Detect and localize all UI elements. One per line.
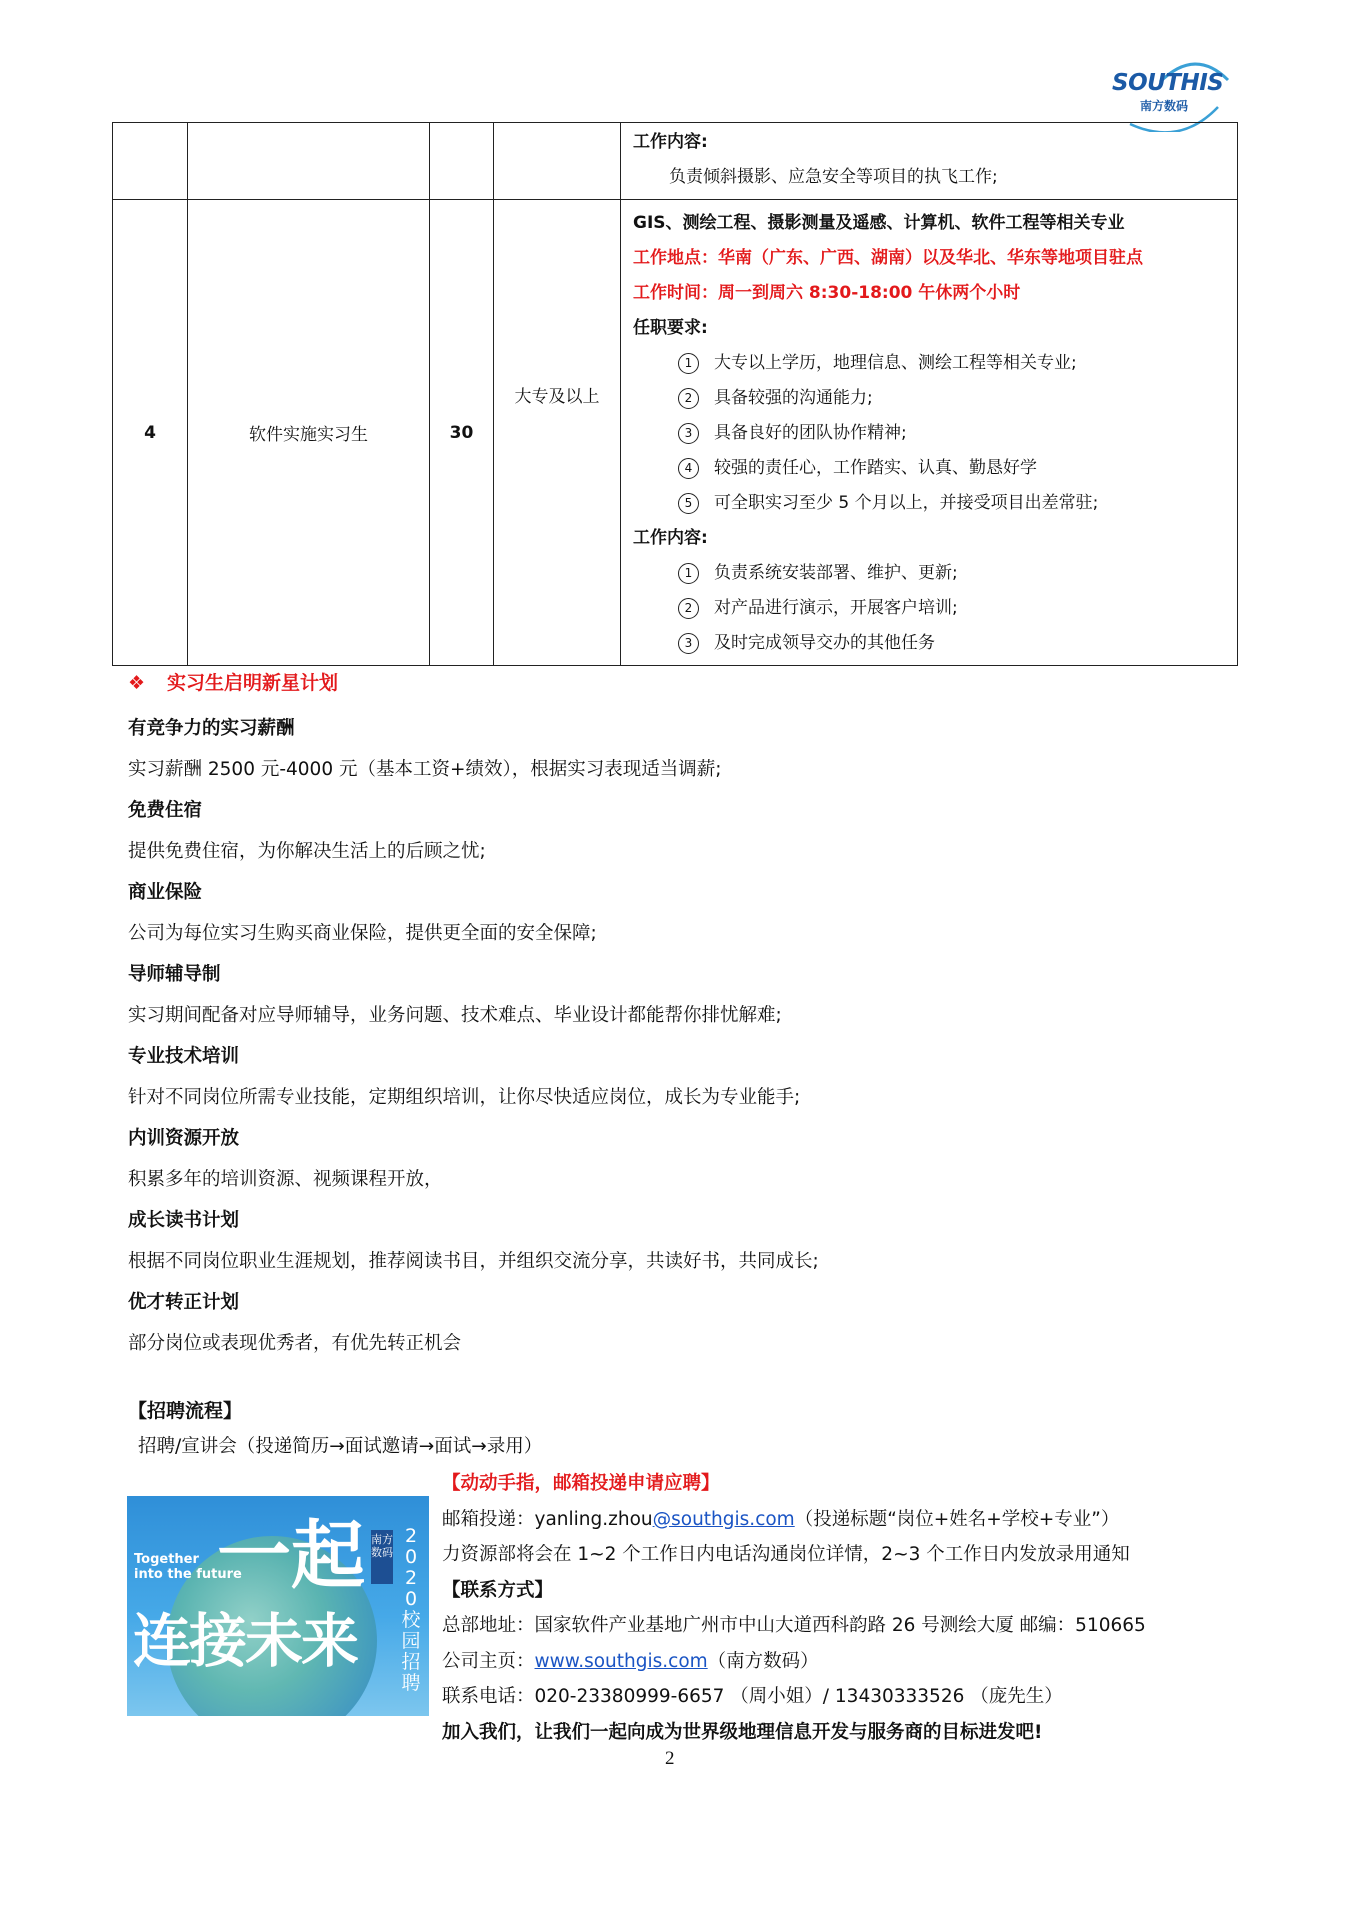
homepage-line: 公司主页：www.southgis.com（南方数码） (442, 1650, 819, 1672)
list-item: 3 及时完成领导交办的其他任务 (633, 626, 1225, 661)
page-number: 2 (665, 1748, 675, 1769)
address: 总部地址：国家软件产业基地广州市中山大道西科韵路 26 号测绘大厦 邮编：510665 (442, 1615, 1146, 1636)
slogan: 加入我们，让我们一起向成为世界级地理信息开发与服务商的目标进发吧! (442, 1721, 1043, 1743)
banner-title-line1: 一起 (217, 1513, 365, 1599)
list-item: 1 大专以上学历，地理信息、测绘工程等相关专业; (633, 346, 1225, 381)
list-item: 1 负责系统安装部署、维护、更新; (633, 556, 1225, 591)
process-title: 【招聘流程】 (128, 1400, 243, 1422)
circled-number: 4 (678, 458, 699, 479)
plan-text: 公司为每位实习生购买商业保险，提供更全面的安全保障; (128, 923, 597, 944)
plan-heading: 优才转正计划 (128, 1292, 240, 1313)
homepage-link[interactable]: www.southgis.com (534, 1650, 708, 1672)
prev-duty-header: 工作内容: (633, 132, 708, 152)
southgis-logo (1100, 52, 1240, 132)
plan-heading: 内训资源开放 (128, 1128, 240, 1149)
plan-heading: 商业保险 (128, 882, 203, 903)
list-item: 2 对产品进行演示，开展客户培训; (633, 591, 1225, 626)
job-major: GIS、测绘工程、摄影测量及遥感、计算机、软件工程等相关专业 (633, 213, 1125, 233)
plan-list (128, 708, 1228, 1364)
diamond-bullet-icon: ❖ (128, 672, 146, 694)
logo-name: SOUTHIS (1112, 70, 1224, 96)
duties-header: 工作内容: (633, 528, 708, 548)
hr-note: 力资源部将会在 1~2 个工作日内电话沟通岗位详情，2~3 个工作日内发放录用通知 (442, 1544, 1130, 1565)
campus-recruit-banner (127, 1496, 429, 1716)
circled-number: 1 (678, 563, 699, 584)
circled-number: 2 (678, 388, 699, 409)
circled-number: 1 (678, 353, 699, 374)
circled-number: 5 (678, 493, 699, 514)
banner-vertical-text: 2020校园招聘 (401, 1525, 421, 1694)
job-location: 工作地点：华南（广东、广西、湖南）以及华北、华东等地项目驻点 (633, 248, 1143, 268)
plan-text: 积累多年的培训资源、视频课程开放， (128, 1169, 443, 1190)
plan-heading: 免费住宿 (128, 800, 203, 821)
prev-duty-text: 负责倾斜摄影、应急安全等项目的执飞工作; (669, 167, 998, 187)
plan-heading: 有竞争力的实习薪酬 (128, 718, 295, 739)
logo-sub: 南方数码 (1140, 99, 1189, 113)
table-row-job-4 (113, 200, 1238, 666)
plan-text: 实习期间配备对应导师辅导，业务问题、技术难点、毕业设计都能帮你排忧解难; (128, 1005, 782, 1026)
job-hours: 工作时间：周一到周六 8:30-18:00 午休两个小时 (633, 283, 1021, 303)
job-count: 30 (430, 200, 494, 666)
plan-heading: 成长读书计划 (128, 1210, 240, 1231)
plan-text: 实习薪酬 2500 元-4000 元（基本工资+绩效），根据实习表现适当调薪; (128, 759, 722, 780)
list-item: 2 具备较强的沟通能力; (633, 381, 1225, 416)
phone: 联系电话：020-23380999-6657 （周小姐）/ 13430333526 （庞先生） (442, 1686, 1063, 1707)
list-item: 4 较强的责任心，工作踏实、认真、勤恳好学 (633, 451, 1225, 486)
job-education: 大专及以上 (494, 200, 621, 666)
plan-heading: 专业技术培训 (128, 1046, 240, 1067)
banner-title-line2: 连接未来 (133, 1607, 358, 1675)
requirements-header: 任职要求: (633, 318, 708, 338)
circled-number: 3 (678, 423, 699, 444)
cta-text: 【动动手指，邮箱投递申请应聘】 (442, 1473, 720, 1494)
plan-title: ❖ 实习生启明新星计划 (128, 672, 339, 694)
job-title: 软件实施实习生 (188, 200, 430, 666)
circled-number: 3 (678, 633, 699, 654)
plan-text: 针对不同岗位所需专业技能，定期组织培训，让你尽快适应岗位，成长为专业能手; (128, 1087, 801, 1108)
plan-text: 根据不同岗位职业生涯规划，推荐阅读书目，并组织交流分享，共读好书，共同成长; (128, 1251, 819, 1272)
table-row-previous (113, 123, 1238, 200)
email-link[interactable]: @southgis.com (652, 1508, 795, 1530)
contact-title: 【联系方式】 (442, 1579, 554, 1601)
list-item: 5 可全职实习至少 5 个月以上，并接受项目出差常驻; (633, 486, 1225, 521)
plan-text: 提供免费住宿，为你解决生活上的后顾之忧; (128, 841, 486, 862)
job-table (112, 122, 1238, 666)
plan-heading: 导师辅导制 (128, 964, 221, 985)
banner-tag: 南方数码 (371, 1530, 393, 1584)
banner-english: Together into the future (134, 1552, 242, 1582)
email-line: 邮箱投递：yanling.zhou@southgis.com（投递标题“岗位+姓名+学校+专业”） (442, 1508, 1120, 1530)
list-item: 3 具备良好的团队协作精神; (633, 416, 1225, 451)
job-number: 4 (113, 200, 188, 666)
contact-block (442, 1466, 1242, 1750)
process-text: 招聘/宣讲会（投递简历→面试邀请→面试→录用） (138, 1436, 543, 1457)
circled-number: 2 (678, 598, 699, 619)
plan-text: 部分岗位或表现优秀者，有优先转正机会 (128, 1333, 462, 1354)
